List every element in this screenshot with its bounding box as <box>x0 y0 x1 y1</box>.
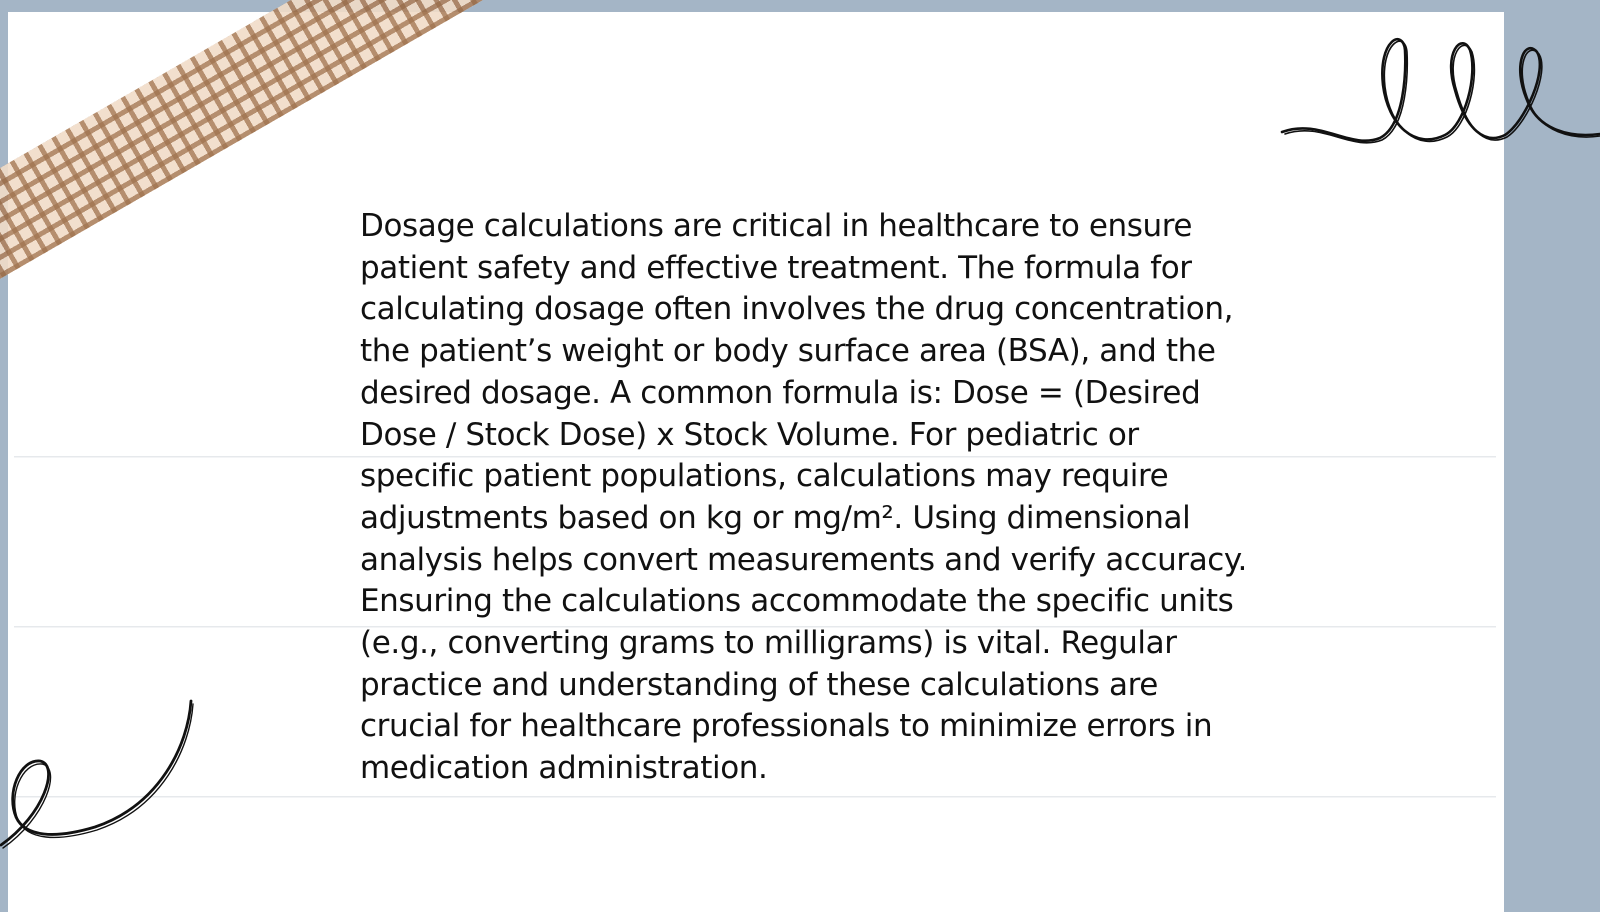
check-swoosh-icon <box>0 695 200 855</box>
loop-scribble-icon <box>1280 30 1600 170</box>
fold-line <box>14 796 1496 797</box>
body-paragraph: Dosage calculations are critical in healthcare to ensure patient safety and effective treatment. The formula for calculating dosage often involves the drug concentration, the patient’s weight or body surface area (BSA), and the desired dosage. A common formula is: Dose = (Desired Dose / Stock Dose) x Stock Volume. For pediatric or specific patient populations, calculations may require adjustments based on kg or mg/m². Using dimensional analysis helps convert measurements and verify accuracy. Ensuring the calculations accommodate the specific units (e.g., converting grams to milligrams) is vital. Regular practice and understanding of these calculations are crucial for healthcare professionals to minimize errors in medication administration. <box>360 208 1247 787</box>
